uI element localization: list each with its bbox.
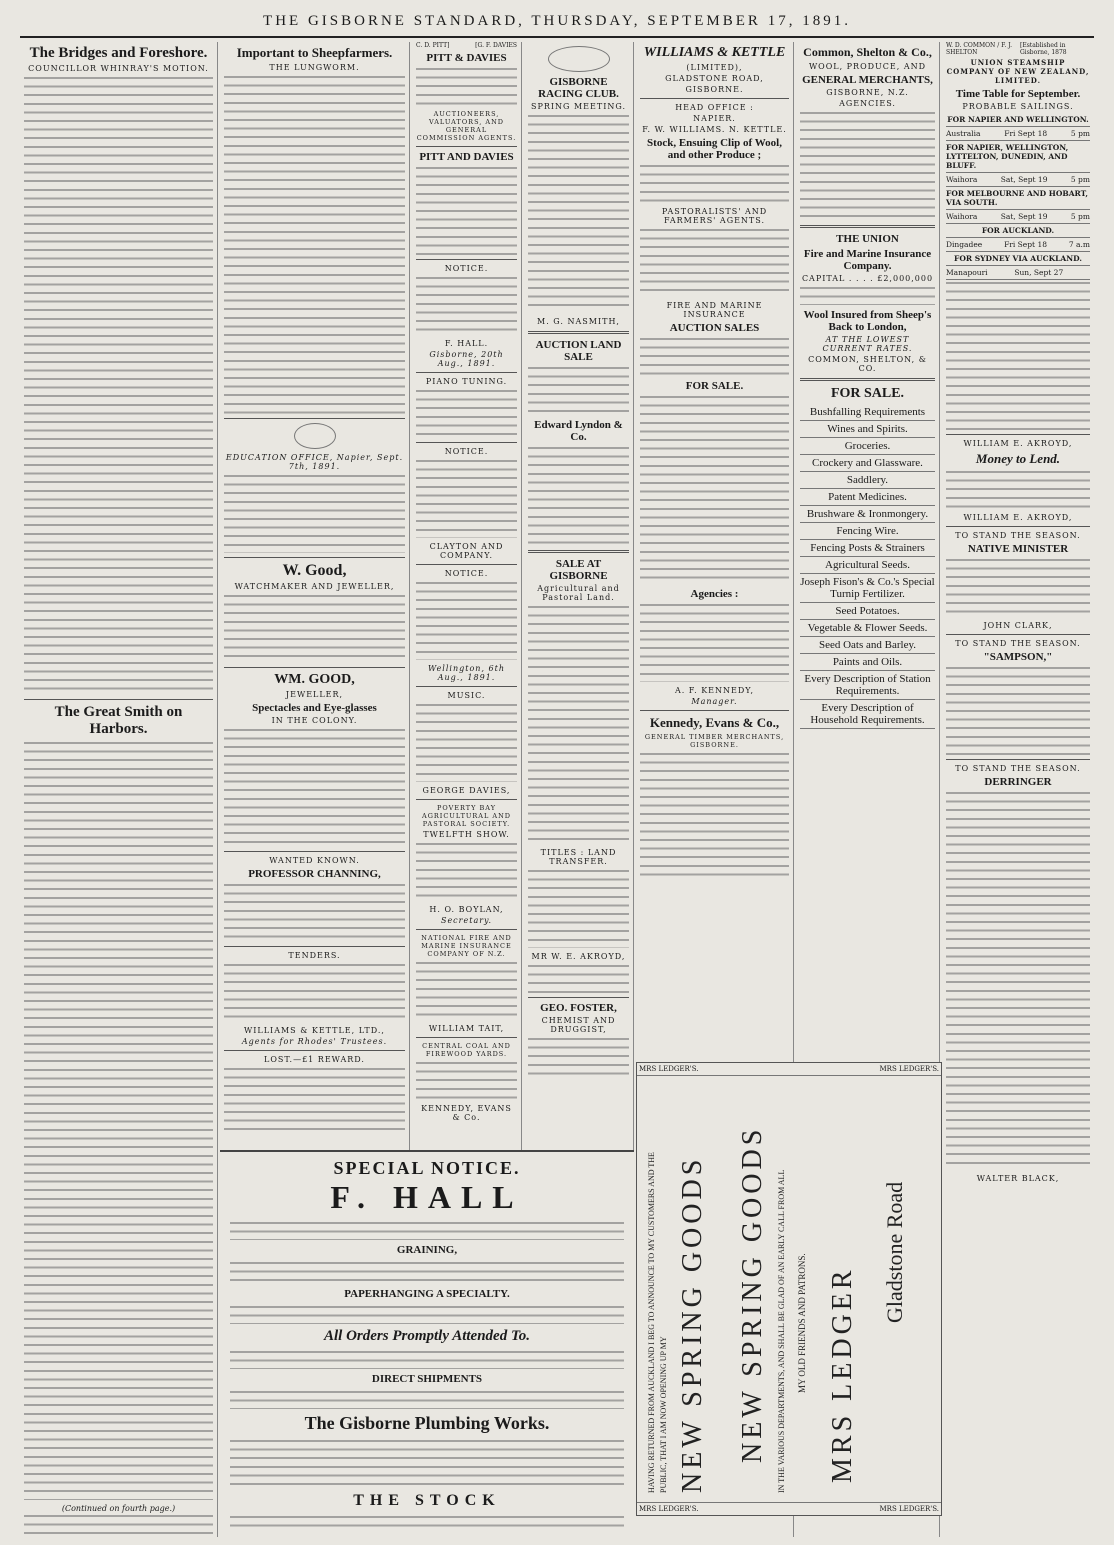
- notice-body: [230, 1438, 624, 1488]
- for-sale-title: FOR SALE.: [830, 386, 905, 401]
- walter-black-sign: WALTER BLACK,: [976, 1174, 1060, 1183]
- land-table: [528, 604, 629, 844]
- education-office: EDUCATION OFFICE, Napier, Sept. 7th, 1891.: [225, 453, 404, 471]
- route-row: [946, 127, 1090, 141]
- native-minister-title: NATIVE MINISTER: [967, 543, 1069, 555]
- vertical-ledger: MRS LEDGER: [827, 1266, 858, 1483]
- header-left: C. D. PITT]: [416, 42, 450, 49]
- signed-hall: F. HALL.: [444, 339, 489, 348]
- notice-body: [224, 1066, 405, 1136]
- notice-body: [416, 275, 517, 335]
- route-row: [946, 210, 1090, 224]
- article-body: [224, 74, 405, 414]
- route-time: 5 pm: [1070, 212, 1090, 221]
- route-row: [946, 238, 1090, 252]
- article-title-smith: The Great Smith on Harbors.: [54, 704, 183, 737]
- notice-body: [416, 388, 517, 438]
- pastoralists-label: PASTORALISTS' AND FARMERS' AGENTS.: [661, 207, 768, 225]
- notice-body: [946, 280, 1090, 430]
- davies-sign: GEORGE DAVIES,: [422, 786, 511, 795]
- music-title: MUSIC.: [447, 691, 486, 700]
- notice-body: [528, 113, 629, 313]
- gladstone-label: GLADSTONE ROAD,: [665, 74, 764, 83]
- vertical-road: Gladstone Road: [882, 1181, 907, 1323]
- continued-note: (Continued on fourth page.): [61, 1504, 176, 1513]
- ledger-label: MRS LEDGER'S.: [879, 1505, 939, 1513]
- stand-season-title: TO STAND THE SEASON.: [955, 639, 1081, 648]
- route-date: Sat, Sept 19: [1000, 212, 1048, 221]
- plumbing-works-title: The Gisborne Plumbing Works.: [304, 1413, 550, 1433]
- show-title: TWELFTH SHOW.: [423, 830, 510, 839]
- route-ship: Dingadee: [946, 240, 983, 249]
- notice-body: [416, 165, 517, 255]
- notice-body: [230, 1349, 624, 1369]
- kennedy-af-sign: A. F. KENNEDY,: [674, 686, 755, 695]
- notice-body: [640, 227, 789, 297]
- notice-body: [224, 962, 405, 1022]
- for-sale-item: Paints and Oils.: [800, 654, 935, 671]
- for-sale-item: Patent Medicines.: [800, 489, 935, 506]
- notice-body: [946, 665, 1090, 755]
- for-sale-item: Crockery and Glassware.: [800, 455, 935, 472]
- partners-label: W. D. COMMON / F. J. SHELTON: [946, 42, 1013, 56]
- route-title: FOR MELBOURNE AND HOBART, VIA SOUTH.: [946, 187, 1090, 210]
- auctioneers-label: AUCTIONEERS, VALUATORS, AND GENERAL COMMISSION AGENTS.: [416, 110, 517, 142]
- manager-label: Manager.: [691, 697, 738, 706]
- for-sale-item: Every Description of Household Requirements.: [800, 700, 935, 729]
- agri-land-title: Agricultural and Pastoral Land.: [537, 584, 620, 602]
- orders-label: All Orders Promptly Attended To.: [324, 1328, 530, 1344]
- route-title: FOR AUCKLAND.: [946, 224, 1090, 238]
- vertical-line: IN THE VARIOUS DEPARTMENTS, AND SHALL BE GLAD OF AN EARLY CALL FROM ALL: [777, 1169, 786, 1493]
- agents-label: Agents for Rhodes' Trustees.: [241, 1037, 388, 1046]
- article-body: [24, 1513, 213, 1537]
- timber-label: GENERAL TIMBER MERCHANTS, GISBORNE.: [644, 733, 785, 749]
- agencies-title: Agencies :: [690, 588, 739, 600]
- notice-body: [224, 593, 405, 663]
- clark-sign: JOHN CLARK,: [983, 621, 1053, 630]
- stand-season-title: TO STAND THE SEASON.: [955, 531, 1081, 540]
- route-title: FOR NAPIER, WELLINGTON, LYTTELTON, DUNEDIN, AND BLUFF.: [946, 141, 1090, 173]
- route-date: Sun, Sept 27: [1014, 268, 1064, 277]
- boylan-sign: H. O. BOYLAN,: [429, 905, 504, 914]
- union-steamship-title: UNION STEAMSHIP COMPANY OF NEW ZEALAND, LIMITED.: [946, 58, 1090, 85]
- article-body: [24, 740, 213, 1500]
- secretary-label: Secretary.: [440, 916, 493, 925]
- for-sale-list: [800, 404, 935, 729]
- header-right: [G. F. DAVIES: [475, 42, 517, 49]
- notice-body: [416, 960, 517, 1020]
- notice-body: [528, 868, 629, 948]
- special-notice-title: SPECIAL NOTICE.: [333, 1158, 521, 1178]
- akroyd-title: WILLIAM E. AKROYD,: [963, 439, 1073, 448]
- notice-body: [640, 163, 789, 203]
- article-body: [24, 75, 213, 695]
- sale-gisborne-title: SALE AT GISBORNE: [549, 558, 608, 582]
- for-sale-item: Agricultural Seeds.: [800, 557, 935, 574]
- notice-body: [230, 1514, 624, 1532]
- fire-marine-label: FIRE AND MARINE INSURANCE: [666, 301, 763, 319]
- titles-label: TITLES : LAND TRANSFER.: [540, 848, 617, 866]
- central-coal-title: CENTRAL COAL AND FIREWOOD YARDS.: [422, 1042, 511, 1058]
- williams-kettle-title: WILLIAMS & KETTLE: [643, 45, 786, 60]
- route-title: FOR SYDNEY VIA AUCKLAND.: [946, 252, 1090, 266]
- ad-title-sheepfarmers: Important to Sheepfarmers.: [236, 45, 393, 60]
- route-time: 5 pm: [1070, 129, 1090, 138]
- for-sale-item: Joseph Fison's & Co.'s Special Turnip Fertilizer.: [800, 574, 935, 603]
- professor-title: PROFESSOR CHANNING,: [248, 868, 381, 880]
- w-good-sub: WATCHMAKER AND JEWELLER,: [234, 582, 395, 591]
- colony-label: IN THE COLONY.: [271, 716, 358, 725]
- route-date: Fri Sept 18: [1004, 129, 1048, 138]
- notice-body: [946, 557, 1090, 617]
- route-title: FOR NAPIER AND WELLINGTON.: [946, 113, 1090, 127]
- sampson-title: "SAMPSON,": [983, 651, 1053, 663]
- route-ship: Waihora: [946, 212, 978, 221]
- notice-body: [946, 469, 1090, 509]
- crest-emblem: [224, 423, 405, 449]
- notice-body: [230, 1304, 624, 1324]
- williams-kettle-sign: WILLIAMS & KETTLE, LTD.,: [244, 1026, 385, 1035]
- route-ship: Manapouri: [946, 268, 988, 277]
- kennedy-evans-title: Kennedy, Evans & Co.,: [649, 715, 780, 730]
- directors-label: F. W. WILLIAMS. N. KETTLE.: [642, 125, 787, 134]
- route-row: [946, 173, 1090, 187]
- common-shelton-title: Common, Shelton & Co.,: [803, 45, 932, 59]
- lost-title: LOST.—£1 REWARD.: [264, 1055, 365, 1064]
- route-date: Sat, Sept 19: [1000, 175, 1048, 184]
- notice-body: [416, 702, 517, 782]
- route-ship: Waihora: [946, 175, 978, 184]
- ledger-label: MRS LEDGER'S.: [639, 1065, 699, 1073]
- for-sale-item: Wines and Spirits.: [800, 421, 935, 438]
- foster-title: GEO. FOSTER,: [540, 1002, 617, 1014]
- direct-shipments-label: DIRECT SHIPMENTS: [371, 1373, 483, 1385]
- tenders-title: TENDERS.: [288, 951, 341, 960]
- capital-label: CAPITAL . . . . £2,000,000: [801, 274, 934, 283]
- nasmith-sign: M. G. NASMITH,: [537, 317, 620, 326]
- national-insurance-title: NATIONAL FIRE AND MARINE INSURANCE COMPANY OF N.Z.: [421, 934, 512, 958]
- notice-body: [416, 1060, 517, 1100]
- vertical-line: PUBLIC, THAT I AM NOW OPENING UP MY: [659, 1336, 668, 1493]
- tait-sign: WILLIAM TAIT,: [428, 1024, 505, 1033]
- for-sale-item: Every Description of Station Requirements.: [800, 671, 935, 700]
- notice-body: [230, 1260, 624, 1284]
- auction-land-title: AUCTION LAND SALE: [535, 339, 622, 363]
- stock-title: THE STOCK: [353, 1492, 501, 1509]
- notice-body: [230, 1220, 624, 1240]
- for-sale-item: Seed Potatoes.: [800, 603, 935, 620]
- vertical-line: HAVING RETURNED FROM AUCKLAND I BEG TO ANNOUNCE TO MY CUSTOMERS AND THE: [647, 1152, 656, 1493]
- notice-body: [640, 751, 789, 881]
- racing-logo: [528, 46, 629, 72]
- clayton-sign: CLAYTON AND COMPANY.: [429, 542, 504, 560]
- ledger-label: MRS LEDGER'S.: [879, 1065, 939, 1073]
- fire-marine-title: Fire and Marine Insurance Company.: [803, 248, 932, 272]
- napier-label: NAPIER.: [693, 114, 736, 123]
- w-good-title: W. Good,: [282, 562, 347, 579]
- vertical-line: MY OLD FRIENDS AND PATRONS.: [797, 1253, 807, 1393]
- notice-body: [640, 336, 789, 376]
- for-sale-item: Seed Oats and Barley.: [800, 637, 935, 654]
- notice-body: [800, 285, 935, 305]
- union-title: THE UNION: [836, 233, 899, 245]
- wool-insured-title: Wool Insured from Sheep's Back to London,: [803, 309, 932, 333]
- for-sale-item: Bushfalling Requirements: [800, 404, 935, 421]
- timetable-title: Time Table for September.: [955, 88, 1081, 100]
- racing-club-title: GISBORNE RACING CLUB.: [538, 76, 619, 100]
- ledger-label: MRS LEDGER'S.: [639, 1505, 699, 1513]
- jeweller-label: JEWELLER,: [285, 690, 344, 699]
- route-date: Fri Sept 18: [1004, 240, 1047, 249]
- notice-title: NOTICE.: [444, 447, 489, 456]
- head-office-label: HEAD OFFICE :: [675, 103, 754, 112]
- limited-label: (LIMITED),: [686, 63, 743, 72]
- notice-body: [416, 458, 517, 538]
- for-sale-item: Vegetable & Flower Seeds.: [800, 620, 935, 637]
- pitt-davies-title: PITT & DAVIES: [426, 52, 507, 64]
- hall-advert: [220, 1150, 634, 1539]
- graining-label: GRAINING,: [396, 1244, 458, 1256]
- notice-body: [528, 1036, 629, 1076]
- notice-body: [946, 790, 1090, 1170]
- poverty-bay-title: POVERTY BAY AGRICULTURAL AND PASTORAL SOCIETY.: [422, 804, 511, 828]
- ad-subtitle-lungworm: THE LUNGWORM.: [269, 63, 360, 72]
- column-1: [20, 42, 218, 1537]
- notice-body: [224, 882, 405, 942]
- lowest-rates-label: AT THE LOWEST CURRENT RATES.: [822, 335, 913, 353]
- auction-sales-title: AUCTION SALES: [669, 322, 760, 334]
- notice-body: [528, 365, 629, 415]
- article-title-bridges: The Bridges and Foreshore.: [29, 45, 208, 61]
- for-sale-item: Saddlery.: [800, 472, 935, 489]
- wool-label: WOOL, PRODUCE, AND: [808, 62, 927, 71]
- derringer-title: DERRINGER: [984, 776, 1052, 788]
- column-6: [942, 42, 1094, 1537]
- notice-body: [224, 727, 405, 847]
- established-label: [Established in Gisborne, 1878: [1019, 42, 1067, 56]
- for-sale-item: Fencing Wire.: [800, 523, 935, 540]
- sailings-table: [946, 113, 1090, 280]
- for-sale-item: Fencing Posts & Strainers: [800, 540, 935, 557]
- wanted-known: WANTED KNOWN.: [269, 856, 360, 865]
- date-line: Gisborne, 20th Aug., 1891.: [429, 350, 504, 368]
- vertical-goods: NEW SPRING GOODS: [677, 1155, 708, 1493]
- notice-body: [230, 1389, 624, 1409]
- csc-sign: COMMON, SHELTON, & CO.: [808, 355, 927, 373]
- masthead: THE GISBORNE STANDARD, THURSDAY, SEPTEMBER 17, 1891.: [20, 6, 1094, 38]
- for-sale-title: FOR SALE.: [685, 380, 744, 392]
- route-row: [946, 266, 1090, 280]
- notice-body: [224, 473, 405, 553]
- ledger-advert: [636, 1062, 942, 1516]
- general-merchants-label: GENERAL MERCHANTS,: [802, 74, 933, 86]
- notice-title: NOTICE.: [444, 264, 489, 273]
- piano-tuning-title: PIANO TUNING.: [425, 377, 508, 386]
- notice-body: [416, 66, 517, 106]
- money-to-lend-title: Money to Lend.: [975, 451, 1061, 466]
- route-time: 7 a.m: [1068, 240, 1090, 249]
- akroyd-sign: MR W. E. AKROYD,: [531, 952, 626, 961]
- notice-body: [416, 841, 517, 901]
- wm-good-title: WM. GOOD,: [274, 672, 355, 687]
- for-sale-item: Groceries.: [800, 438, 935, 455]
- agencies-label: AGENCIES.: [839, 99, 896, 108]
- gisborne-label: GISBORNE.: [685, 85, 744, 94]
- advances-title: Stock, Ensuing Clip of Wool, and other Produce ;: [647, 137, 782, 161]
- pitt-davies-title-2: PITT AND DAVIES: [419, 151, 514, 163]
- paperhanging-label: PAPERHANGING A SPECIALTY.: [344, 1288, 510, 1300]
- for-sale-item: Brushware & Ironmongery.: [800, 506, 935, 523]
- notice-body: [640, 602, 789, 682]
- notice-body: [528, 963, 629, 993]
- agencies-list: [800, 110, 935, 220]
- gisborne-nz-label: GISBORNE, N.Z.: [826, 88, 909, 97]
- vertical-goods: NEW SPRING GOODS: [737, 1125, 768, 1463]
- date-line: Wellington, 6th Aug., 1891.: [428, 664, 505, 682]
- f-hall-title: F. HALL: [330, 1179, 524, 1215]
- lyndon-title: Edward Lyndon & Co.: [534, 419, 623, 443]
- spectacles-title: Spectacles and Eye-glasses: [252, 702, 377, 714]
- notice-body: [528, 445, 629, 545]
- probable-sailings: PROBABLE SAILINGS.: [962, 102, 1074, 111]
- kennedy-sign: KENNEDY, EVANS & Co.: [421, 1104, 512, 1122]
- route-time: 5 pm: [1070, 175, 1090, 184]
- notice-body: [416, 580, 517, 660]
- akroyd-sign: WILLIAM E. AKROYD,: [963, 513, 1073, 522]
- route-ship: Australia: [946, 129, 981, 138]
- spring-meeting: SPRING MEETING.: [531, 102, 626, 111]
- article-subtitle: COUNCILLOR WHINRAY'S MOTION.: [28, 64, 209, 73]
- chemist-label: CHEMIST AND DRUGGIST,: [541, 1016, 616, 1034]
- stand-season-title: TO STAND THE SEASON.: [955, 764, 1081, 773]
- notice-body: [640, 394, 789, 584]
- notice-title: NOTICE.: [444, 569, 489, 578]
